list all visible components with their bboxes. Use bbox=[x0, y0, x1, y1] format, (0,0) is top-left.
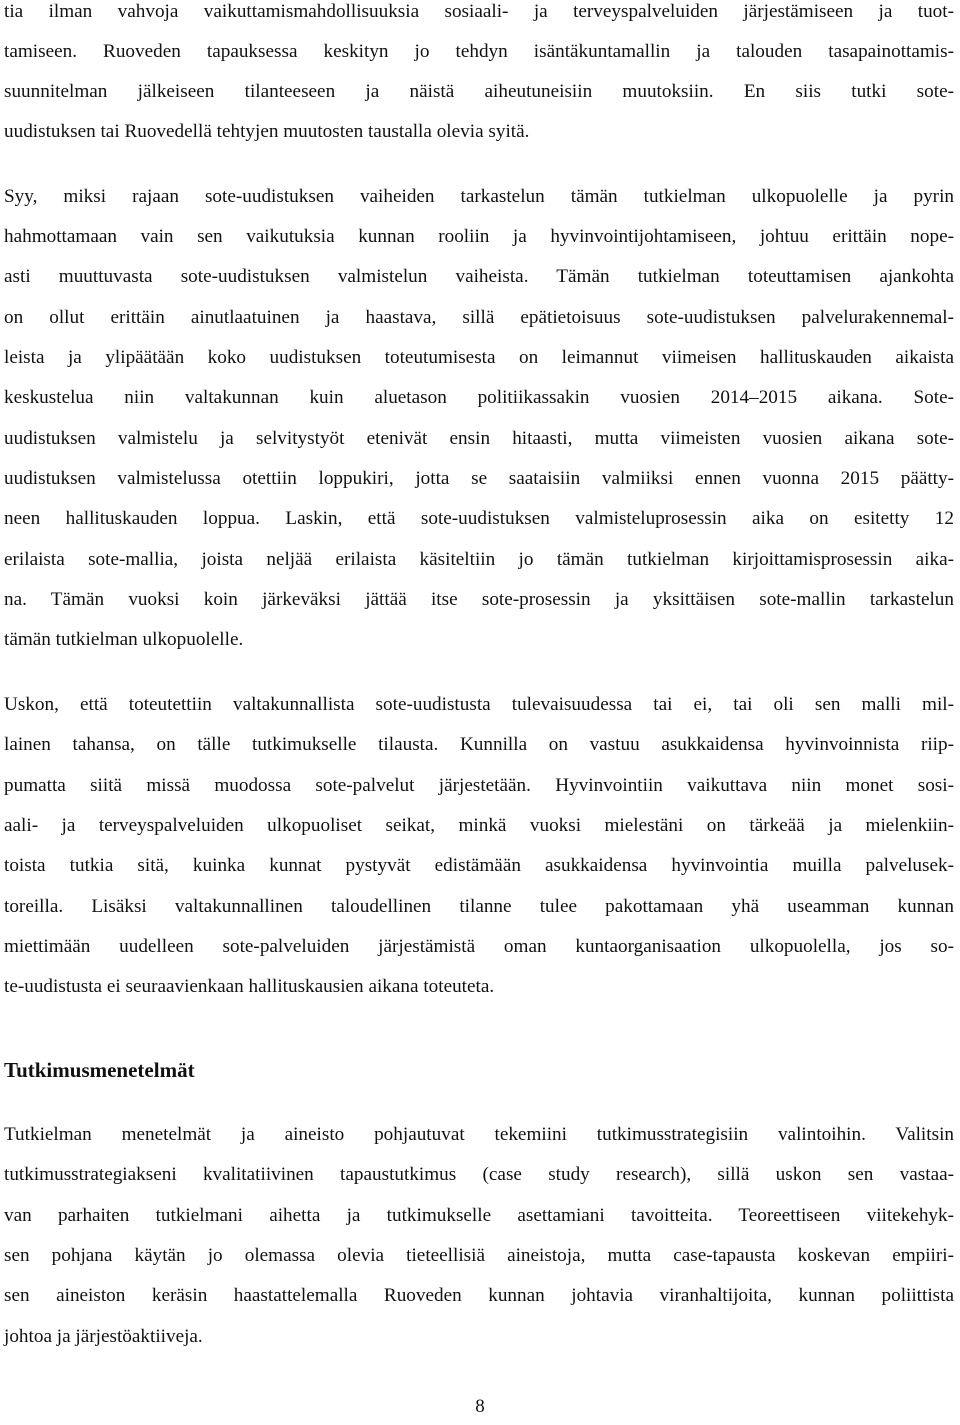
text-line: tia ilman vahvoja vaikuttamismahdollisuuksia sosiaali- ja terveyspalveluiden järjestämiseen ja tuot- bbox=[4, 1, 954, 22]
text-line: te-uudistusta ei seuraavienkaan hallituskausien aikana toteuteta. bbox=[4, 976, 495, 997]
text-line: erilaista sote-mallia, joista neljää erilaista käsiteltiin jo tämän tutkielman kirjoittamisprosessin aika- bbox=[4, 549, 954, 570]
text-line: asti muuttuvasta sote-uudistuksen valmistelun vaiheista. Tämän tutkielman toteuttamisen ajankohta bbox=[4, 266, 954, 287]
text-line: pumatta siitä missä muodossa sote-palvelut järjestetään. Hyvinvointiin vaikuttava niin monet sosi- bbox=[4, 775, 954, 796]
text-line: uudistuksen tai Ruovedellä tehtyjen muutosten taustalla olevia syitä. bbox=[4, 121, 530, 142]
text-line: miettimään uudelleen sote-palveluiden järjestämistä oman kuntaorganisaation ulkopuolella, jos so- bbox=[4, 936, 954, 957]
text-line: uudistuksen valmistelussa otettiin loppukiri, jotta se saataisiin valmiiksi ennen vuonna 2015 päätty- bbox=[4, 468, 954, 489]
text-line: uudistuksen valmistelu ja selvitystyöt etenivät ensin hitaasti, mutta viimeisten vuosien aikana sote- bbox=[4, 428, 954, 449]
text-line: toreilla. Lisäksi valtakunnallinen taloudellinen tilanne tulee pakottamaan yhä useamman kunnan bbox=[4, 896, 954, 917]
text-line: neen hallituskauden loppua. Laskin, että sote-uudistuksen valmisteluprosessin aika on esitetty 12 bbox=[4, 508, 954, 529]
text-line: Uskon, että toteutettiin valtakunnallista sote-uudistusta tulevaisuudessa tai ei, tai oli sen malli mil- bbox=[4, 694, 954, 715]
text-line: toista tutkia sitä, kuinka kunnat pystyvät edistämään asukkaidensa hyvinvointia muilla palvelusek- bbox=[4, 855, 954, 876]
text-line: suunnitelman jälkeiseen tilanteeseen ja näistä aiheutuneisiin muutoksiin. En siis tutki sote- bbox=[4, 81, 954, 102]
text-line: lainen tahansa, on tälle tutkimukselle tilausta. Kunnilla on vastuu asukkaidensa hyvinvoinnista riip- bbox=[4, 734, 954, 755]
text-line: hahmottamaan vain sen vaikutuksia kunnan rooliin ja hyvinvointijohtamiseen, johtuu erittäin nope- bbox=[4, 226, 954, 247]
text-line: sen aineiston keräsin haastattelemalla Ruoveden kunnan johtavia viranhaltijoita, kunnan poliittista bbox=[4, 1285, 954, 1306]
text-line: tutkimusstrategiakseni kvalitatiivinen tapaustutkimus (case study research), sillä uskon sen vastaa- bbox=[4, 1164, 954, 1185]
text-line: leista ja ylipäätään koko uudistuksen toteutumisesta on leimannut viimeisen hallituskauden aikaista bbox=[4, 347, 954, 368]
text-line: Syy, miksi rajaan sote-uudistuksen vaiheiden tarkastelun tämän tutkielman ulkopuolelle ja pyrin bbox=[4, 186, 954, 207]
text-line: aali- ja terveyspalveluiden ulkopuoliset seikat, minkä vuoksi mielestäni on tärkeää ja mielenkiin- bbox=[4, 815, 954, 836]
text-line: on ollut erittäin ainutlaatuinen ja haastava, sillä epätietoisuus sote-uudistuksen palvelurakennemal- bbox=[4, 307, 954, 328]
text-line: van parhaiten tutkielmani aihetta ja tutkimukselle asettamiani tavoitteita. Teoreettiseen viitekehyk- bbox=[4, 1205, 954, 1226]
text-line: sen pohjana käytän jo olemassa olevia tieteellisiä aineistoja, mutta case-tapausta koskevan empiiri- bbox=[4, 1245, 954, 1266]
text-line: tamiseen. Ruoveden tapauksessa keskityn jo tehdyn isäntäkuntamallin ja talouden tasapainottamis- bbox=[4, 41, 954, 62]
text-line: johtoa ja järjestöaktiiveja. bbox=[4, 1326, 203, 1347]
text-line: na. Tämän vuoksi koin järkeväksi jättää itse sote-prosessin ja yksittäisen sote-mallin tarkastelun bbox=[4, 589, 954, 610]
text-line: keskustelua niin valtakunnan kuin aluetason politiikassakin vuosien 2014–2015 aikana. Sote- bbox=[4, 387, 954, 408]
page-number: 8 bbox=[475, 1396, 485, 1417]
text-line: tämän tutkielman ulkopuolelle. bbox=[4, 629, 244, 650]
text-line: Tutkielman menetelmät ja aineisto pohjautuvat tekemiini tutkimusstrategisiin valintoihin. Valitsin bbox=[4, 1124, 954, 1145]
section-heading: Tutkimusmenetelmät bbox=[4, 1058, 195, 1082]
